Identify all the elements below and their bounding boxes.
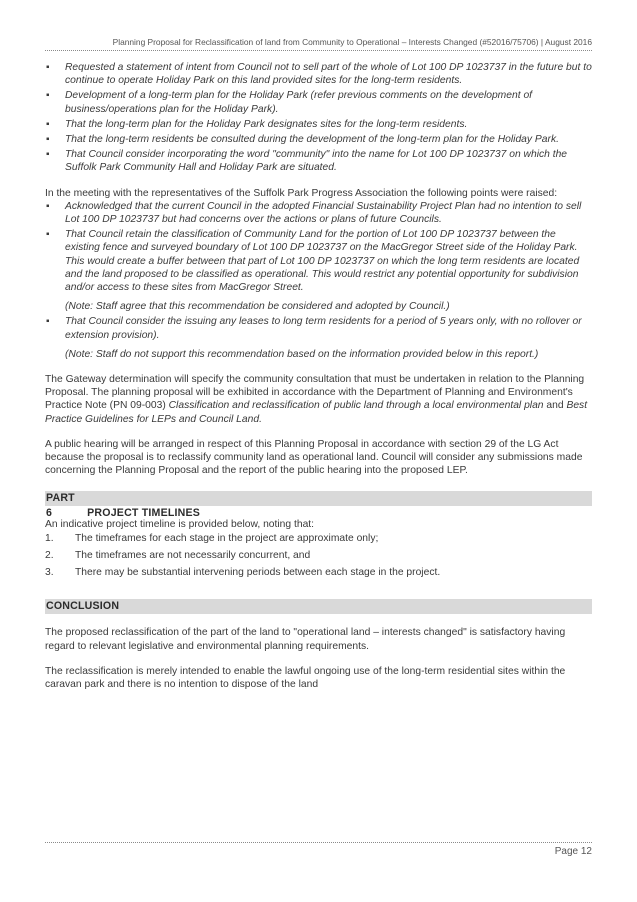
list-item: ▪ That Council consider incorporating the word "community" into the name for Lot 100 DP 1023737 on which the Suffolk Park Community Hall and Holiday Park are situated. [45, 148, 592, 174]
conclusion-paragraph: The proposed reclassification of the part of the land to "operational land – interests changed" is satisfactory having regard to relevant legislative and environmental planning requirements. [45, 627, 566, 652]
practice-note-title: Classification and reclassification of public land through a local environmental plan [168, 400, 544, 412]
meeting-points-list [45, 200, 592, 361]
council-request-list [45, 61, 592, 175]
list-item [45, 315, 592, 361]
list-item-text: Acknowledged that the current Council in the adopted Financial Sustainability Project Plan had no intention to sell Lot 100 DP 1023737 but had concerns over the actions or plans of future Councils. [65, 200, 582, 226]
list-item: ▪ That the long-term plan for the Holiday Park designates sites for the long-term residents. [45, 118, 592, 131]
page-number: Page 12 [554, 846, 592, 857]
item-text: The timeframes for each stage in the project are approximate only; [75, 532, 379, 544]
timeline-notes-list [45, 532, 592, 580]
list-item-text: That Council consider the issuing any leases to long term residents for a period of 5 years only, with no rollover or extension provision). [65, 316, 582, 341]
staff-note: (Note: Staff do not support this recommendation based on the information provided below in this report.) [65, 348, 539, 360]
conclusion-paragraph: The reclassification is merely intended to enable the lawful ongoing use of the long-term residential sites within the caravan park and there is no intention to dispose of the land [45, 665, 566, 690]
staff-note: (Note: Staff agree that this recommendation be considered and adopted by Council.) [65, 301, 450, 313]
list-item [45, 566, 592, 579]
list-item [45, 532, 592, 545]
conclusion-heading [45, 599, 592, 614]
item-text: There may be substantial intervening periods between each stage in the project. [75, 567, 441, 579]
gateway-text-and: and [543, 400, 567, 412]
list-item [45, 228, 592, 313]
header-divider [45, 50, 592, 51]
document-body [45, 61, 592, 691]
list-item: ▪ Development of a long-term plan for the Holiday Park (refer previous comments on the development of business/operations plan for the Holiday Park). [45, 89, 592, 115]
footer-divider [45, 842, 592, 843]
item-number: 2. [45, 549, 54, 561]
guidelines-title: Best Practice Guidelines for LEPs and Council Land. [45, 400, 588, 425]
part-title: PROJECT TIMELINES [87, 507, 201, 520]
list-item-text: That Council retain the classification of Community Land for the portion of Lot 100 DP 1023737 between the existing fence and surveyed boundary of Lot 100 DP 1023737 on the MacGregor Street side of the Holiday Park. This would create a buffer between that part of Lot 100 DP 1023737 on which the long term residents are located and the land proposed to be classified as operational. This would restrict any potential opportunity for subdivision and/or access to these sites from MacGregor Street. [65, 229, 580, 294]
list-item [45, 200, 592, 226]
conclusion-title: CONCLUSION [46, 600, 120, 613]
running-header: Planning Proposal for Reclassification of land from Community to Operational – Interests Changed (#52016/75706) | August 2016 [112, 37, 592, 47]
gateway-text: The Gateway determination will specify the community consultation that must be undertaken in relation to the Planning Proposal. The planning proposal will be exhibited in accordance with the Department of Planning and Environment's Practice Note (PN 09-003) [45, 374, 585, 412]
item-number: 1. [45, 532, 54, 544]
part-number: PART 6 [46, 492, 75, 520]
meeting-intro-paragraph: In the meeting with the representatives of the Suffolk Park Progress Association the following points were raised: [45, 187, 558, 199]
list-item [45, 549, 592, 562]
timeline-intro: An indicative project timeline is provided below, noting that: [45, 519, 315, 531]
gateway-paragraph [45, 373, 592, 426]
item-number: 3. [45, 567, 54, 579]
part6-heading [45, 491, 592, 520]
public-hearing-paragraph: A public hearing will be arranged in respect of this Planning Proposal in accordance with section 29 of the LG Act because the proposal is to reclassify community land as operational land. Council will consider any submissions made concerning the Planning Proposal and the report of the public hearing into the proposed LEP. [45, 438, 583, 477]
list-item: ▪ That the long-term residents be consulted during the development of the long-term plan for the Holiday Park. [45, 133, 592, 146]
list-item: ▪ Requested a statement of intent from Council not to sell part of the whole of Lot 100 DP 1023737 in the future but to continue to operate Holiday Park on this land provided sites for the long-term residents. [45, 61, 592, 87]
item-text: The timeframes are not necessarily concurrent, and [75, 549, 311, 561]
